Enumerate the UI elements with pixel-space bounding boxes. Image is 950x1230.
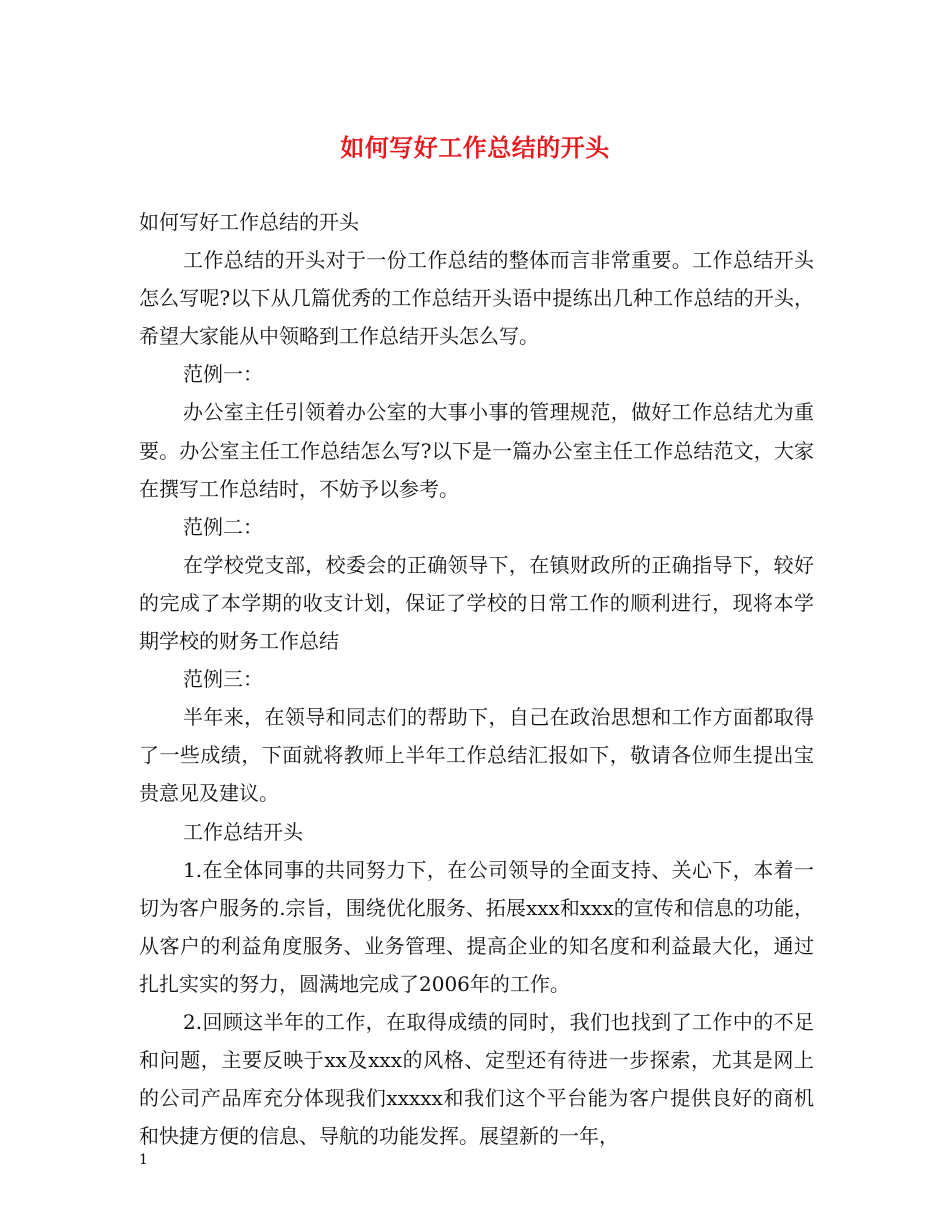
document-subtitle: 如何写好工作总结的开头: [139, 210, 359, 234]
heading-example-3: 范例三：: [183, 667, 263, 692]
paragraph-opening-1: 1.在全体同事的共同努力下，在公司领导的全面支持、关心下，本着一切为客户服务的.宗旨，围绕优化服务、拓展xxx和xxx的宣传和信息的功能，从客户的利益角度服务、业务管理、提高企业的知名度和利益最大化，通过扎扎实实的努力，圆满地完成了2006年的工作。: [139, 857, 814, 996]
heading-example-1: 范例一：: [183, 362, 263, 387]
heading-example-2: 范例二：: [183, 514, 263, 539]
heading-summary-openings: 工作总结开头: [183, 819, 303, 844]
paragraph-example-2: 在学校党支部，校委会的正确领导下，在镇财政所的正确指导下，较好的完成了本学期的收支计划，保证了学校的日常工作的顺利进行，现将本学期学校的财务工作总结: [139, 552, 814, 654]
paragraph-opening-2: 2.回顾这半年的工作，在取得成绩的同时，我们也找到了工作中的不足和问题，主要反映于xx及xxx的风格、定型还有待进一步探索，尤其是网上的公司产品库充分体现我们xxxxx和我们这个平台能为客户提供良好的商机和快捷方便的信息、导航的功能发挥。展望新的一年，: [139, 1009, 814, 1149]
document-title: 如何写好工作总结的开头: [340, 133, 610, 162]
paragraph-example-3: 半年来，在领导和同志们的帮助下，自己在政治思想和工作方面都取得了一些成绩，下面就将教师上半年工作总结汇报如下，敬请各位师生提出宝贵意见及建议。: [139, 705, 814, 806]
document-body: [139, 203, 814, 1155]
paragraph-intro: 工作总结的开头对于一份工作总结的整体而言非常重要。工作总结开头怎么写呢?以下从几篇优秀的工作总结开头语中提练出几种工作总结的开头，希望大家能从中领略到工作总结开头怎么写。: [139, 248, 814, 349]
page-number: 1: [139, 1152, 148, 1168]
paragraph-example-1: 办公室主任引领着办公室的大事小事的管理规范，做好工作总结尤为重要。办公室主任工作总结怎么写?以下是一篇办公室主任工作总结范文，大家在撰写工作总结时，不妨予以参考。: [139, 400, 814, 501]
